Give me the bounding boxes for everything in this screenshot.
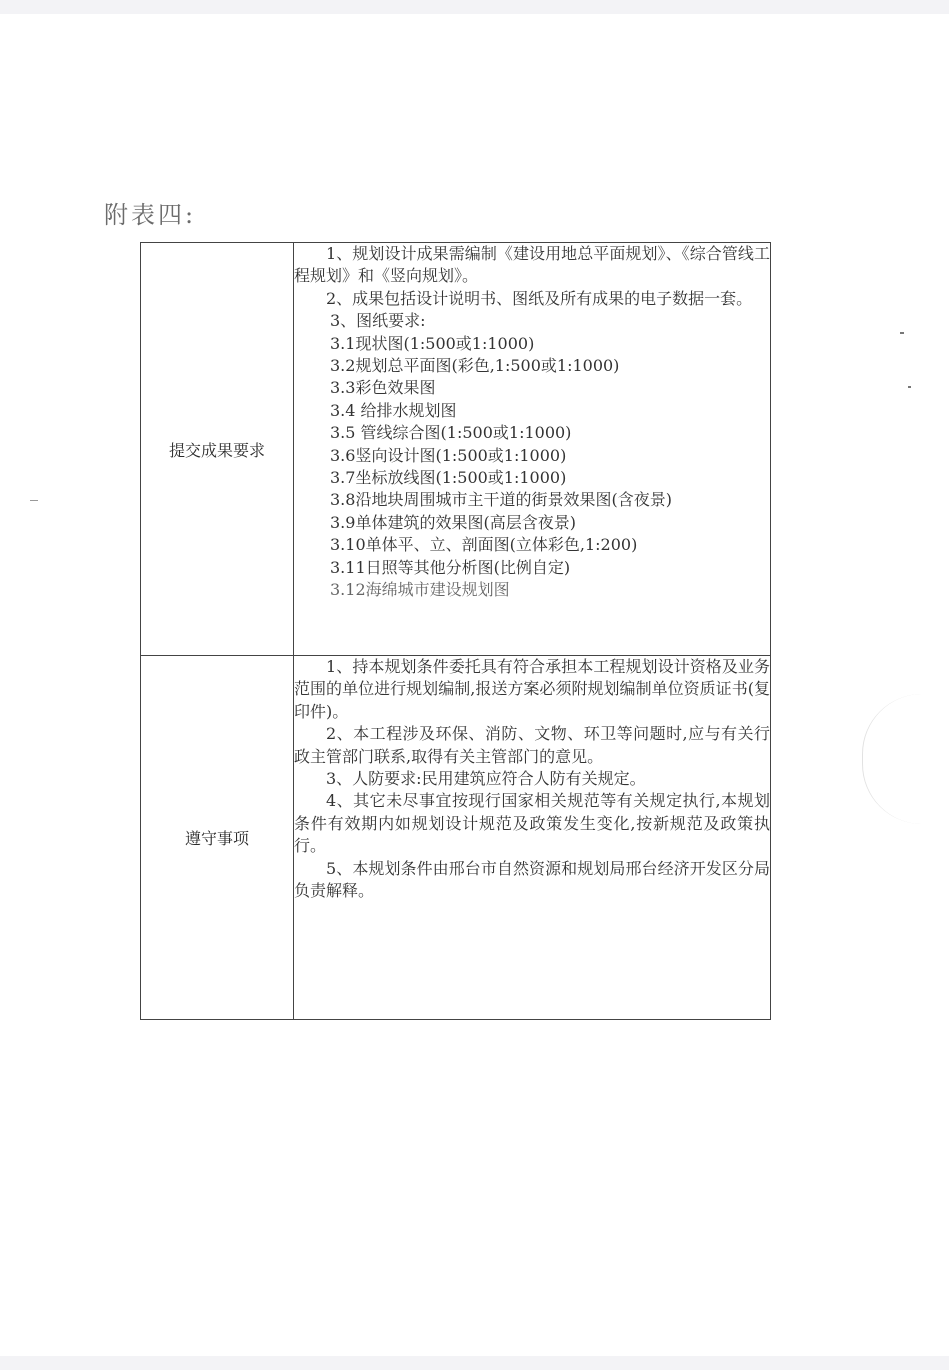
row-label: 遵守事项: [141, 656, 294, 1020]
table-row: [141, 656, 771, 1020]
scan-speck: [908, 386, 911, 388]
row-content: [294, 656, 771, 1020]
faint-stamp-edge: [862, 694, 923, 824]
list-item: 3.7坐标放线图(1:500或1:1000): [330, 468, 567, 488]
paragraph: 2、成果包括设计说明书、图纸及所有成果的电子数据一套。: [326, 288, 753, 308]
paragraph: 5、本规划条件由邢台市自然资源和规划局邢台经济开发区分局负责解释。: [294, 858, 770, 901]
list-item: 3.4 给排水规划图: [330, 400, 457, 420]
list-item: 3.1现状图(1:500或1:1000): [330, 333, 535, 353]
paragraph: 2、本工程涉及环保、消防、文物、环卫等问题时,应与有关行政主管部门联系,取得有关主管部门的意见。: [294, 724, 770, 766]
requirements-table: [140, 242, 771, 1020]
list-item: 3.6竖向设计图(1:500或1:1000): [330, 445, 567, 465]
paragraph: 4、其它未尽事宜按现行国家相关规范等有关规定执行,本规划条件有效期内如规划设计规范及政策发生变化,按新规范及政策执行。: [294, 791, 770, 856]
list-item: 3.8沿地块周围城市主干道的街景效果图(含夜景): [330, 490, 672, 510]
list-item: 3.9单体建筑的效果图(高层含夜景): [330, 512, 576, 532]
page-title: 附表四:: [104, 201, 197, 229]
list-item: 3、图纸要求:: [330, 311, 426, 331]
document-page: [0, 14, 949, 1356]
paragraph: 1、规划设计成果需编制《建设用地总平面规划》、《综合管线工程规划》和《竖向规划》。: [294, 244, 770, 286]
row-label: 提交成果要求: [141, 243, 294, 656]
row-content: [294, 243, 771, 656]
list-item: 3.5 管线综合图(1:500或1:1000): [330, 423, 572, 443]
scan-speck: [900, 332, 904, 334]
paragraph: 3、人防要求:民用建筑应符合人防有关规定。: [326, 769, 646, 789]
list-item: 3.3彩色效果图: [330, 378, 436, 398]
scan-speck: [30, 500, 38, 501]
list-item: 3.11日照等其他分析图(比例自定): [330, 557, 571, 577]
list-item: 3.10单体平、立、剖面图(立体彩色,1:200): [330, 535, 638, 555]
paragraph: 1、持本规划条件委托具有符合承担本工程规划设计资格及业务范围的单位进行规划编制,报送方案必须附规划编制单位资质证书(复印件)。: [294, 657, 770, 721]
table-row: [141, 243, 771, 656]
list-item: 3.2规划总平面图(彩色,1:500或1:1000): [330, 356, 620, 376]
list-item: 3.12海绵城市建设规划图: [330, 580, 510, 600]
